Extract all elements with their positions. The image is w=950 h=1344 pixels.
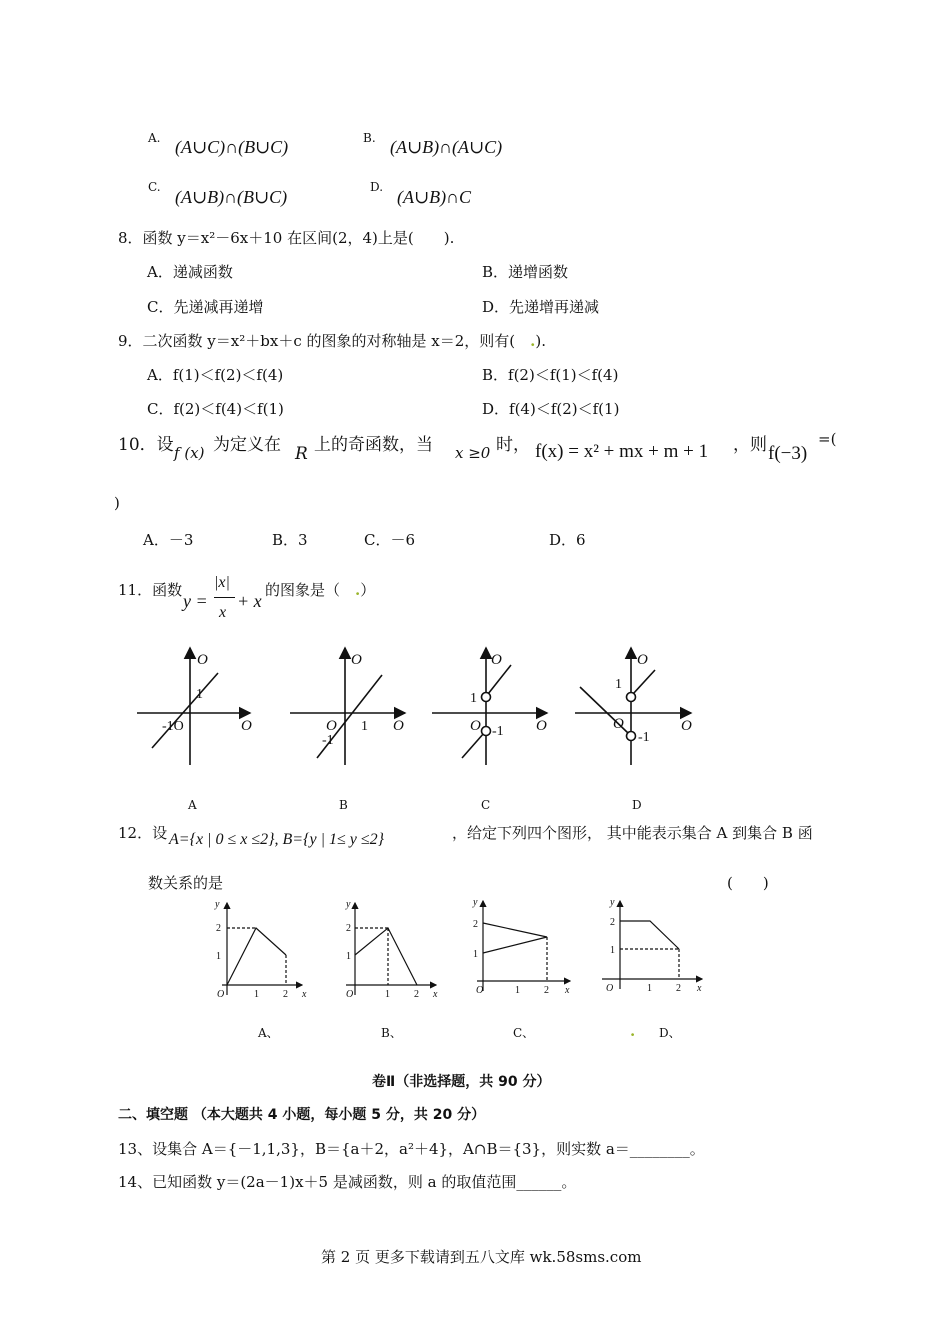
g12d-x2: 2 xyxy=(676,983,681,994)
q10-p6: =( xyxy=(818,430,837,448)
q11-numerator: |x| xyxy=(214,574,230,591)
q11-close: ） xyxy=(360,581,376,599)
q8-option-d: D．先递增再递减 xyxy=(482,298,600,316)
q12-sets: A={x | 0 ≤ x ≤2}, B={y | 1≤ y ≤2} xyxy=(169,831,385,848)
q12-graphs xyxy=(180,893,720,1015)
q8-option-b: B．递增函数 xyxy=(482,263,569,281)
q10-target: f(−3) xyxy=(768,443,808,464)
q8-option-a: A．递减函数 xyxy=(147,263,233,281)
q11-fraction-bar xyxy=(214,597,235,598)
q10-p3: 上的奇函数，当 xyxy=(314,435,433,455)
q7-option-b-expr: (A∪B)∩(A∪C) xyxy=(390,137,503,157)
g12d-x1: 1 xyxy=(647,983,652,994)
g12c-x1: 1 xyxy=(515,985,520,996)
g12a-x1: 1 xyxy=(254,989,259,1000)
q13: 13、设集合 A＝{－1,1,3}，B＝{a＋2，a²＋4}，A∩B＝{3}，则实数 a＝________。 xyxy=(118,1140,705,1158)
graph-c-y-label: O xyxy=(491,652,502,668)
graph-a-line xyxy=(152,673,218,748)
g12c-o: O xyxy=(476,985,484,996)
q9-option-c: C．f(2)＜f(4)＜f(1) xyxy=(147,400,284,418)
graph-c-lower-ray xyxy=(462,733,484,758)
g12a-y: y xyxy=(215,899,220,910)
graph-a-x-label: O xyxy=(241,718,252,734)
q10-option-a: A．－3 xyxy=(143,531,194,549)
graph-a-minus-one-origin: -1O xyxy=(162,719,184,734)
q7-option-d-label: D. xyxy=(370,180,384,194)
g12a-x: x xyxy=(302,989,307,1000)
q11-stem-post xyxy=(265,579,375,600)
q10-R: R xyxy=(295,444,308,464)
q9-stem-post: ). xyxy=(535,332,546,350)
graph-d-origin: O xyxy=(613,716,624,732)
q14: 14、已知函数 y＝(2a－1)x＋5 是减函数，则 a 的取值范围______。 xyxy=(118,1173,577,1191)
section-subheading: 二、填空题 （本大题共 4 小题，每小题 5 分，共 20 分） xyxy=(118,1107,486,1123)
graph-d-x-label: O xyxy=(681,718,692,734)
section-heading: 卷Ⅱ（非选择题，共 90 分） xyxy=(372,1074,551,1090)
q12-graph-a-label: A、 xyxy=(258,1026,279,1040)
graph-c-origin: O xyxy=(470,718,481,734)
q10-fx: f (x) xyxy=(174,444,205,462)
q11-graph-b-label: B xyxy=(339,798,348,812)
q12-p2: ，给定下列四个图形， 其中能表示集合 A 到集合 B 函 xyxy=(452,824,813,842)
q10-option-d: D．6 xyxy=(549,531,586,549)
graph-b-origin: O xyxy=(326,718,337,734)
g12a-x2: 2 xyxy=(283,989,288,1000)
g12d-1: 1 xyxy=(610,945,615,956)
q7-option-a-label: A. xyxy=(148,131,161,145)
q11-graph-c-label: C xyxy=(481,798,491,812)
graph-d-minus-one: -1 xyxy=(638,730,650,745)
graph-b-x-label: O xyxy=(393,718,404,734)
q10-p1: 10．设 xyxy=(118,435,174,455)
q12-p1: 12．设 xyxy=(118,824,168,842)
g12d-y: y xyxy=(610,897,615,908)
q12-graph-b-label: B、 xyxy=(381,1026,402,1040)
g12b-2: 2 xyxy=(346,923,351,934)
q11-plus-x: + x xyxy=(237,591,262,611)
graph-c-open-point-upper xyxy=(482,693,491,702)
q7-option-c-expr: (A∪B)∩(B∪C) xyxy=(175,187,288,207)
q10-condition: x ≥0 xyxy=(455,444,491,462)
graph-b-minus-one: -1 xyxy=(322,733,334,748)
q7-option-c-label: C. xyxy=(148,180,161,194)
q11-stem-pre: 11．函数 xyxy=(118,581,183,599)
q10-p2: 为定义在 xyxy=(213,435,281,455)
q8-stem: 8．函数 y＝x²－6x＋10 在区间(2，4)上是( ). xyxy=(118,229,455,247)
g12d-x: x xyxy=(697,983,702,994)
q10-close: ) xyxy=(114,494,120,512)
q10-formula: f(x) = x² + mx + m + 1 xyxy=(535,441,709,462)
g12d-curve xyxy=(620,921,679,949)
graph-d-open-point-upper xyxy=(627,693,636,702)
g12b-curve xyxy=(355,928,417,985)
q11-graph-a-label: A xyxy=(188,798,197,812)
q11-y-eq: y = xyxy=(183,591,208,611)
q10-p4: 时， xyxy=(496,435,530,455)
g12a-o: O xyxy=(217,989,225,1000)
marker-dot: . xyxy=(515,332,536,350)
g12a-1: 1 xyxy=(216,951,221,962)
q12-graph-c-label: C、 xyxy=(513,1026,535,1040)
graph-a-y-label: O xyxy=(197,652,208,668)
q11-graphs xyxy=(125,640,725,770)
g12d-o: O xyxy=(606,983,614,994)
g12b-x: x xyxy=(433,989,438,1000)
q11-denominator: x xyxy=(219,604,227,621)
q10-option-c: C．－6 xyxy=(364,531,416,549)
graph-d-open-point-lower xyxy=(627,732,636,741)
q7-option-a-expr: (A∪C)∩(B∪C) xyxy=(175,137,289,157)
graph-b-one: 1 xyxy=(361,719,368,734)
q8-option-c: C．先递减再递增 xyxy=(147,298,264,316)
q11-stem-post-text: 的图象是（ xyxy=(265,581,341,599)
g12c-curve xyxy=(483,923,547,953)
g12b-1: 1 xyxy=(346,951,351,962)
graph-d-one: 1 xyxy=(615,677,622,692)
g12b-o: O xyxy=(346,989,354,1000)
marker-dot: . xyxy=(340,581,361,599)
q9-option-a: A．f(1)＜f(2)＜f(4) xyxy=(147,366,284,384)
g12c-x: x xyxy=(565,985,570,996)
g12c-x2: 2 xyxy=(544,985,549,996)
g12d-2: 2 xyxy=(610,917,615,928)
graph-c-x-label: O xyxy=(536,718,547,734)
q9-stem-pre: 9．二次函数 y＝x²＋bx＋c 的图象的对称轴是 x＝2，则有( xyxy=(118,332,516,350)
g12c-2: 2 xyxy=(473,919,478,930)
g12a-2: 2 xyxy=(216,923,221,934)
q10-p5: ，则 xyxy=(733,435,767,455)
q11-graph-d-label: D xyxy=(632,798,642,812)
graph-c-open-point-lower xyxy=(482,727,491,736)
graph-d-upper-ray xyxy=(633,670,655,694)
graph-c-upper-ray xyxy=(488,665,511,694)
q7-option-b-label: B. xyxy=(363,131,376,145)
q10-option-b: B．3 xyxy=(272,531,308,549)
q12-graph-d-label: D、 xyxy=(659,1026,681,1040)
graph-d-y-label: O xyxy=(637,652,648,668)
g12b-y: y xyxy=(346,899,351,910)
graph-b-y-label: O xyxy=(351,652,362,668)
graph-c-one: 1 xyxy=(470,691,477,706)
page-footer: 第 2 页 更多下载请到五八文库 wk.58sms.com xyxy=(321,1248,642,1266)
g12b-x1: 1 xyxy=(385,989,390,1000)
q7-option-d-expr: (A∪B)∩C xyxy=(397,187,472,207)
graph-a-one: 1 xyxy=(196,687,203,702)
g12c-y: y xyxy=(473,897,478,908)
graph-c-minus-one: -1 xyxy=(492,724,504,739)
q12-paren: ( ) xyxy=(727,874,769,892)
g12b-x2: 2 xyxy=(414,989,419,1000)
g12c-1: 1 xyxy=(473,949,478,960)
q9-stem xyxy=(118,330,546,351)
g12a-curve xyxy=(227,928,286,985)
q12-line2: 数关系的是 xyxy=(148,874,224,892)
marker-dot: . xyxy=(630,1022,636,1040)
q9-option-d: D．f(4)＜f(2)＜f(1) xyxy=(482,400,620,418)
q9-option-b: B．f(2)＜f(1)＜f(4) xyxy=(482,366,619,384)
